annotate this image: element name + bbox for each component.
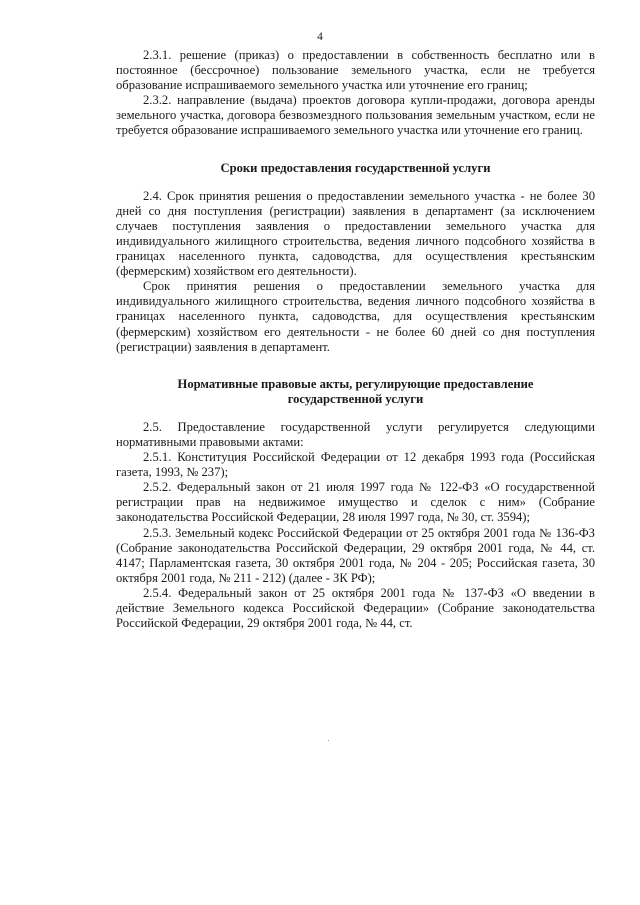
section-heading-terms: Сроки предоставления государственной услуги (220, 160, 491, 175)
paragraph-2-3-2: 2.3.2. направление (выдача) проектов договора купли-продажи, договора аренды земельного участка, договора безвозмездного пользования земельным участком, если не требуется образование испрашиваемого земельного участка или уточнение его границ. (116, 93, 595, 138)
section-heading-acts-line1: Нормативные правовые акты, регулирующие предоставление (177, 376, 534, 391)
paragraph-2-5-2: 2.5.2. Федеральный закон от 21 июля 1997 года № 122-ФЗ «О государственной регистрации прав на недвижимое имущество и сделок с ним» (Собрание законодательства Российской Федерации, 28 июля 1997 года, № 30, ст. 3594); (116, 480, 595, 525)
paragraph-2-5-3: 2.5.3. Земельный кодекс Российской Федерации от 25 октября 2001 года № 136-ФЗ (Собрание законодательства Российской Федерации, 29 октября 2001 года, № 44, ст. 4147; Парламентская газета, 30 октября 2001 года, № 204 - 205; Российская газета, 30 октября 2001 года, № 211 - 212) (далее - ЗК РФ); (116, 525, 595, 585)
paragraph-2-3-1: 2.3.1. решение (приказ) о предоставлении в собственность бесплатно или в постоянное (бессрочное) пользование земельного участка, если не требуется образование испрашиваемого земельного участка или уточнение его границ; (116, 48, 595, 93)
paragraph-2-5-4: 2.5.4. Федеральный закон от 25 октября 2001 года № 137-ФЗ «О введении в действие Земельного кодекса Российской Федерации» (Собрание законодательства Российской Федерации, 29 октября 2001 года, № 44, ст. (116, 585, 595, 631)
paragraph-2-5-1: 2.5.1. Конституция Российской Федерации от 12 декабря 1993 года (Российская газета, 1993, № 237); (116, 450, 595, 480)
paragraph-2-4-continued: Срок принятия решения о предоставлении земельного участка для индивидуального жилищного строительства, ведения личного подсобного хозяйства в границах населенного пункта, садоводства, для осуществления крестьянским (фермерским) хозяйством его деятельности - не более 60 дней со дня поступления (регистрации) заявления в департамент. (116, 279, 595, 354)
section-heading-acts-line2: государственной услуги (287, 391, 424, 406)
section-heading-acts (116, 377, 595, 407)
paragraph-2-4: 2.4. Срок принятия решения о предоставлении земельного участка - не более 30 дней со дня поступления (регистрации) заявления в департамент (за исключением случаев поступления заявления о предоставлении земельного участка для индивидуального жилищного строительства, ведения личного подсобного хозяйства в границах населенного пункта, садоводства, для осуществления крестьянским (фермерским) хозяйством его деятельности). (116, 188, 595, 279)
document-body (116, 48, 595, 631)
paragraph-2-5: 2.5. Предоставление государственной услуги регулируется следующими нормативными правовыми актами: (116, 419, 595, 449)
page-number: 4 (317, 31, 323, 43)
scan-speck (328, 740, 329, 741)
